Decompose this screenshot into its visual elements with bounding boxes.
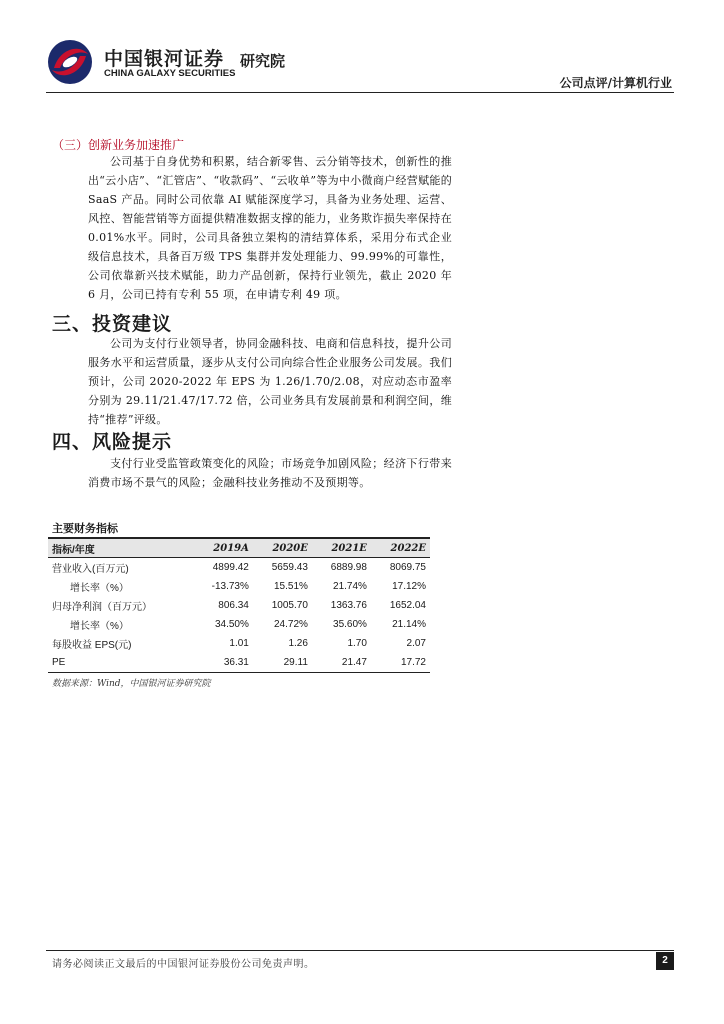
- brand-institute: 研究院: [240, 52, 286, 70]
- row-label: 营业收入(百万元): [52, 564, 129, 575]
- table-title: 主要财务指标: [52, 522, 118, 535]
- table-cell: 36.31: [192, 653, 252, 673]
- table-header-cell: 指标/年度: [48, 538, 192, 558]
- table-cell: 21.47: [312, 653, 371, 673]
- risk-paragraph: 支付行业受监管政策变化的风险；市场竞争加剧风险；经济下行带来消费市场不景气的风险；金融科技业务推动不及预期等。: [88, 457, 452, 489]
- table-cell: 1.26: [288, 638, 308, 649]
- table-cell: 1363.76: [330, 600, 367, 611]
- innovation-paragraph: 公司基于自身优势和积累，结合新零售、云分销等技术，创新性的推出“云小店”、“汇管店”、“收款码”、“云收单”等为中小微商户经营赋能的 SaaS 产品。同时公司依靠 AI 赋能深度学习，具备为业务处理、运营、风控、智能营销等方面提供精准数据支撑的能力，业务欺诈损失率保持在 0.01%水平。同时，公司具备独立架构的清结算体系，采用分布式企业级信息技术，具备百万级 TPS 集群并发处理能力、99.99%的可靠性，公司依靠新兴技术赋能，助力产品创新，保持行业领先，截止 2020 年 6 月，公司已持有专利 55 项，在申请专利 49 项。: [88, 155, 452, 301]
- table-row: [48, 653, 430, 673]
- table-cell: 806.34: [218, 600, 249, 611]
- table-cell: 1.01: [229, 638, 249, 649]
- table-row: [48, 615, 430, 634]
- report-category-tag: 公司点评/计算机行业: [559, 76, 672, 90]
- footer-disclaimer: 请务必阅读正文最后的中国银河证券股份公司免责声明。: [52, 959, 315, 970]
- table-row: [48, 577, 430, 596]
- table-cell: 4899.42: [212, 562, 249, 573]
- brand-name-cn: 中国银河证券: [104, 48, 225, 70]
- table-cell: 5659.43: [271, 562, 308, 573]
- table-row: [48, 558, 430, 578]
- row-label: 增长率（%）: [70, 621, 129, 632]
- table-header-cell: 2022E: [371, 538, 430, 558]
- table-header-cell: 2019A: [192, 538, 252, 558]
- row-label: 每股收益 EPS(元): [52, 640, 132, 651]
- risk-heading: 四、风险提示: [52, 431, 173, 453]
- header-divider: [46, 92, 674, 93]
- row-label: 归母净利润（百万元）: [52, 602, 152, 613]
- brand-name-en: CHINA GALAXY SECURITIES: [104, 68, 236, 79]
- table-cell: 8069.75: [389, 562, 426, 573]
- table-cell: 24.72%: [273, 619, 308, 630]
- table-cell: 35.60%: [333, 619, 367, 630]
- table-row: [48, 596, 430, 615]
- table-cell: -13.73%: [211, 581, 249, 592]
- table-cell: 2.07: [406, 638, 426, 649]
- row-label: PE: [48, 653, 192, 673]
- invest-paragraph: 公司为支付行业领导者，协同金融科技、电商和信息科技，提升公司服务水平和运营质量，逐步从支付公司向综合性企业服务公司发展。我们预计，公司 2020-2022 年 EPS 为 1.26/1.70/2.08，对应动态市盈率分别为 29.11/21.47/17.72 倍，公司业务具有发展前景和利润空间，维持“推荐”评级。: [88, 337, 452, 426]
- financial-indicators-table: [48, 537, 430, 673]
- table-cell: 1652.04: [389, 600, 426, 611]
- table-cell: 1005.70: [271, 600, 308, 611]
- invest-heading: 三、投资建议: [52, 313, 173, 335]
- table-cell: 17.72: [371, 653, 430, 673]
- table-header-cell: 2020E: [253, 538, 312, 558]
- table-cell: 15.51%: [273, 581, 308, 592]
- table-cell: 34.50%: [214, 619, 249, 630]
- table-header-cell: 2021E: [312, 538, 371, 558]
- footer-divider: [46, 950, 674, 951]
- section-subheading: （三）创新业务加速推广: [52, 138, 185, 152]
- table-cell: 17.12%: [392, 581, 426, 592]
- table-cell: 6889.98: [330, 562, 367, 573]
- table-row: [48, 634, 430, 653]
- table-cell: 21.14%: [392, 619, 426, 630]
- row-label: 增长率（%）: [70, 583, 129, 594]
- table-cell: 21.74%: [333, 581, 367, 592]
- table-cell: 1.70: [347, 638, 367, 649]
- data-source-note: 数据来源：Wind，中国银河证券研究院: [52, 679, 211, 689]
- table-header-row: [48, 538, 430, 558]
- page-number: 2: [656, 952, 674, 970]
- table-cell: 29.11: [253, 653, 312, 673]
- galaxy-logo-icon: [46, 38, 94, 86]
